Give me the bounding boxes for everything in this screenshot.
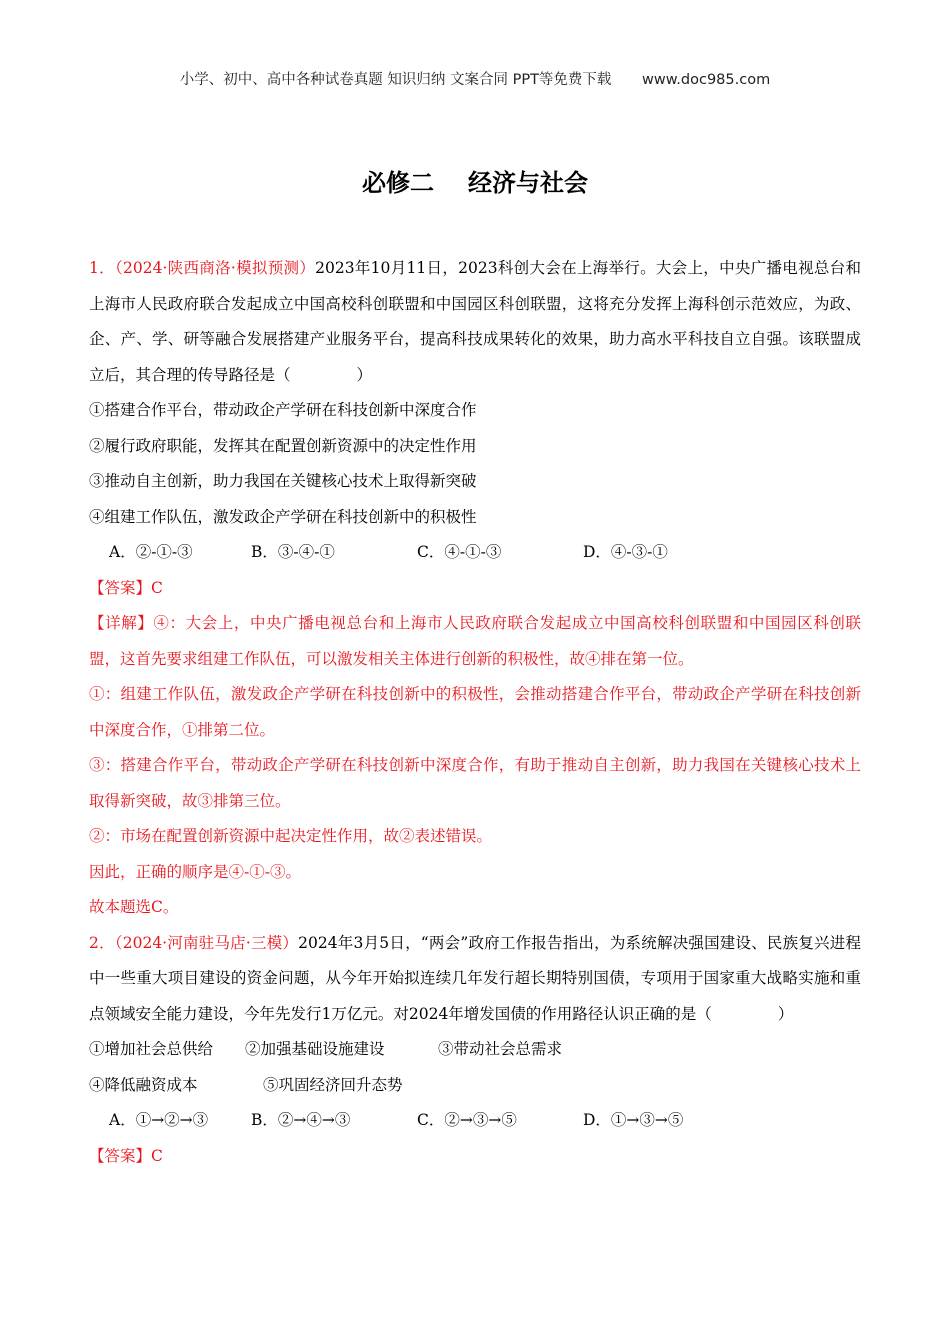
q2-answer bbox=[89, 1139, 861, 1175]
q2-source: （2024·河南驻马店·三模） bbox=[114, 933, 299, 952]
q2-options-row-2 bbox=[89, 1068, 861, 1104]
q1-stem-end: ） bbox=[356, 365, 373, 384]
q1-choice-a: A．②-①-③ bbox=[109, 543, 193, 561]
q1-detail-label: 【详解】 bbox=[89, 614, 154, 632]
q1-detail-5: 因此，正确的顺序是④-①-③。 bbox=[89, 862, 301, 881]
page-header bbox=[0, 68, 950, 89]
q1-option-1: ①搭建合作平台，带动政企产学研在科技创新中深度合作 bbox=[89, 401, 477, 419]
q1-option-2: ②履行政府职能，发挥其在配置创新资源中的决定性作用 bbox=[89, 436, 477, 455]
q1-number: 1． bbox=[89, 259, 115, 277]
q2-option-1: ①增加社会总供给 bbox=[89, 1040, 214, 1058]
q2-option-4: ④降低融资成本 bbox=[89, 1075, 198, 1094]
q1-detail-4: ②：市场在配置创新资源中起决定性作用，故②表述错误。 bbox=[89, 827, 493, 845]
title-part2: 经济与社会 bbox=[468, 169, 588, 197]
header-text: 小学、初中、高中各种试卷真题 知识归纳 文案合同 PPT等免费下载 bbox=[179, 72, 612, 88]
q1-answer bbox=[89, 571, 861, 607]
q2-stem bbox=[89, 926, 861, 1033]
q1-source: （2024·陕西商洛·模拟预测） bbox=[114, 259, 316, 277]
q1-option-4: ④组建工作队伍，激发政企产学研在科技创新中的积极性 bbox=[89, 507, 477, 526]
title-part1: 必修二 bbox=[362, 169, 434, 197]
q1-stem bbox=[89, 251, 861, 393]
q1-detail-1 bbox=[89, 606, 861, 677]
q2-options-row-1 bbox=[89, 1032, 861, 1068]
q2-choice-b: B．②→④→③ bbox=[251, 1111, 351, 1129]
q2-stem-end: ） bbox=[777, 1004, 794, 1023]
q1-detail-text-1: ④：大会上，中央广播电视总台和上海市人民政府联合发起成立中国高校科创联盟和中国园区科创联盟，这首先要求组建工作队伍，可以激发相关主体进行创新的积极性，故④排在第一位。 bbox=[89, 614, 861, 668]
q2-choice-a: A．①→②→③ bbox=[109, 1111, 209, 1129]
q2-answer-label: 【答案】 bbox=[89, 1146, 152, 1165]
q2-choice-d: D．①→③→⑤ bbox=[583, 1111, 684, 1129]
q2-stem-text: 2024年3月5日，“两会”政府工作报告指出，为系统解决强国建设、民族复兴进程中一些重大项目建设的资金问题，从今年开始拟连续几年发行超长期特别国债，专项用于国家重大战略实施和重点领域安全能力建设，今年先发行1万亿元。对2024年增发国债的作用路径认识正确的是（ bbox=[89, 933, 861, 1023]
q1-answer-label: 【答案】 bbox=[89, 578, 152, 597]
q2-number: 2． bbox=[89, 933, 115, 952]
q1-conclusion: 故本题选C。 bbox=[89, 898, 179, 916]
page-title bbox=[0, 163, 950, 198]
q1-choices bbox=[89, 535, 861, 571]
q2-choices bbox=[89, 1103, 861, 1139]
q1-choice-c: C．④-①-③ bbox=[417, 543, 502, 561]
q1-option-3: ③推动自主创新，助力我国在关键核心技术上取得新突破 bbox=[89, 472, 477, 490]
q2-option-2: ②加强基础设施建设 bbox=[245, 1040, 385, 1058]
q2-answer-value: C bbox=[151, 1146, 163, 1165]
q1-detail-2: ①：组建工作队伍，激发政企产学研在科技创新中的积极性，会推动搭建合作平台，带动政企产学研在科技创新中深度合作，①排第二位。 bbox=[89, 685, 861, 739]
header-site-link[interactable]: www.doc985.com bbox=[642, 72, 771, 88]
q2-option-5: ⑤巩固经济回升态势 bbox=[263, 1075, 403, 1094]
q1-answer-value: C bbox=[151, 578, 163, 597]
q2-choice-c: C．②→③→⑤ bbox=[417, 1111, 517, 1129]
q1-choice-b: B．③-④-① bbox=[251, 543, 335, 561]
q1-detail-3: ③：搭建合作平台，带动政企产学研在科技创新中深度合作，有助于推动自主创新，助力我国在关键核心技术上取得新突破，故③排第三位。 bbox=[89, 756, 861, 810]
q1-choice-d: D．④-③-① bbox=[583, 543, 668, 561]
q2-option-3: ③带动社会总需求 bbox=[438, 1040, 563, 1058]
question-content bbox=[89, 251, 861, 1174]
q1-stem-text: 2023年10月11日，2023科创大会在上海举行。大会上，中央广播电视总台和上海市人民政府联合发起成立中国高校科创联盟和中国园区科创联盟，这将充分发挥上海科创示范效应，为政、企、产、学、研等融合发展搭建产业服务平台，提高科技成果转化的效果，助力高水平科技自立自强。该联盟成立后，其合理的传导路径是（ bbox=[89, 259, 861, 384]
